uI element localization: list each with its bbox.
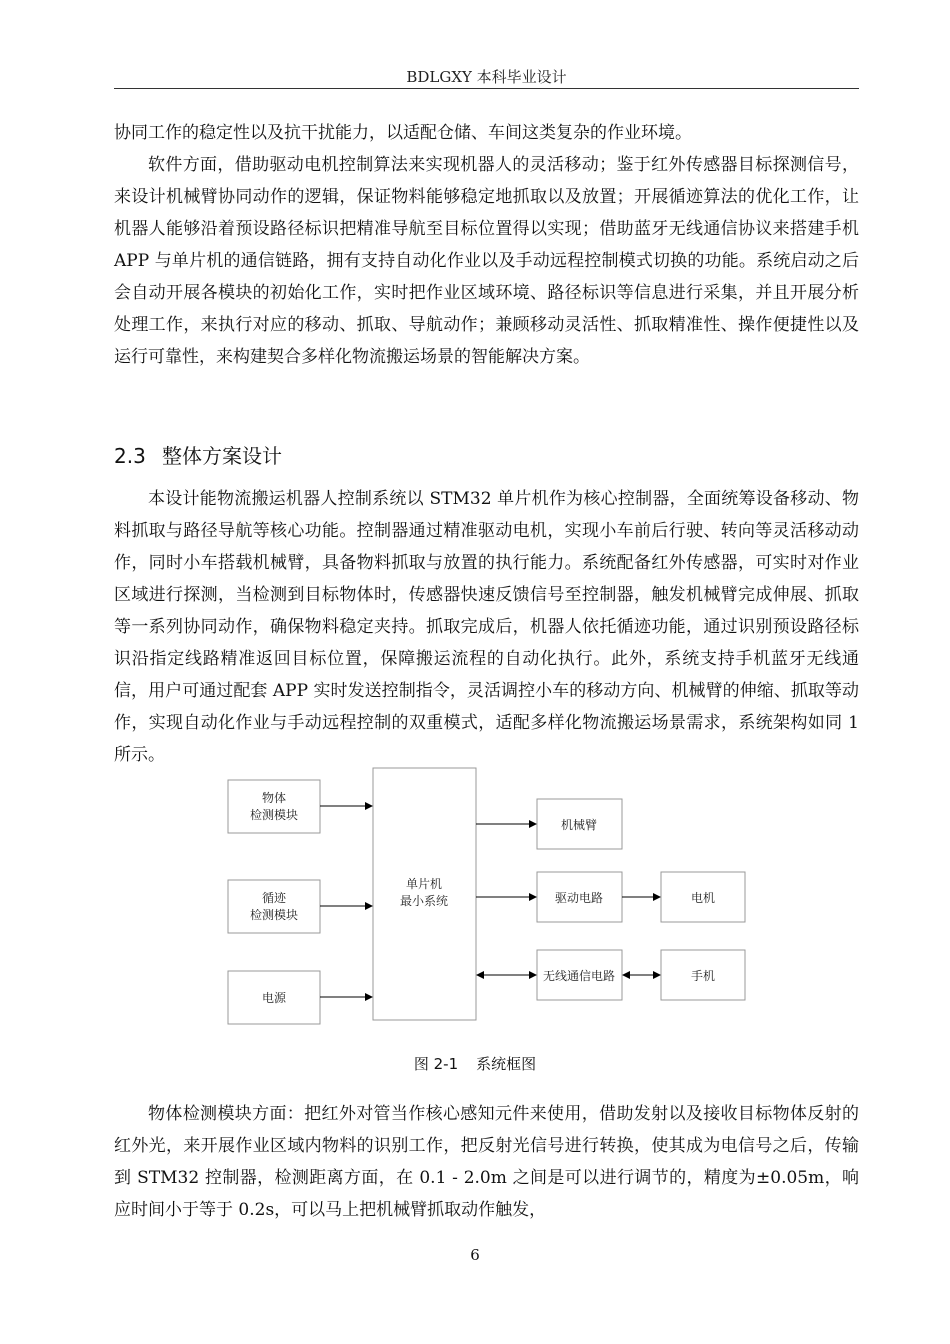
paragraph-object-detection: 物体检测模块方面：把红外对管当作核心感知元件来使用，借助发射以及接收目标物体反射的红外光，来开展作业区域内物料的识别工作，把反射光信号进行转换，使其成为电信号之后，传输到 STM32 控制器，检测距离方面，在 0.1 - 2.0m 之间是可以进行调节的，精度为±0.05m，响应时间小于等于 0.2s，可以马上把机械臂抓取动作触发， xyxy=(114,1104,859,1220)
paragraph-overall-design: 本设计能物流搬运机器人控制系统以 STM32 单片机作为核心控制器，全面统筹设备移动、物料抓取与路径导航等核心功能。控制器通过精准驱动电机，实现小车前后行驶、转向等灵活移动动作，同时小车搭载机械臂，具备物料抓取与放置的执行能力。系统配备红外传感器，可实时对作业区域进行探测，当检测到目标物体时，传感器快速反馈信号至控制器，触发机械臂完成伸展、抓取等一系列协同动作，确保物料稳定夹持。抓取完成后，机器人依托循迹功能，通过识别预设路径标识沿指定线路精准返回目标位置，保障搬运流程的自动化执行。此外，系统支持手机蓝牙无线通信，用户可通过配套 APP 实时发送控制指令，灵活调控小车的移动方向、机械臂的伸缩、抓取等动作，实现自动化作业与手动远程控制的双重模式，适配多样化物流搬运场景需求，系统架构如同 1 所示。 xyxy=(114,489,859,765)
svg-text:最小系统: 最小系统 xyxy=(399,894,449,908)
svg-text:驱动电路: 驱动电路 xyxy=(554,891,604,905)
page-header: BDLGXY 本科毕业设计 xyxy=(406,68,567,86)
figure-number: 图 2-1 xyxy=(413,1055,459,1073)
svg-text:循迹: 循迹 xyxy=(261,891,287,905)
paragraph-continuation: 协同工作的稳定性以及抗干扰能力，以适配仓储、车间这类复杂的作业环境。 xyxy=(114,123,692,143)
block-arm xyxy=(537,799,622,849)
block-line-detect xyxy=(228,880,320,933)
block-phone xyxy=(661,950,745,1000)
page-number: 6 xyxy=(470,1246,480,1264)
figure-title: 系统框图 xyxy=(476,1055,537,1073)
svg-text:电源: 电源 xyxy=(261,991,287,1005)
section-number: 2.3 xyxy=(114,444,146,468)
paragraph-software: 软件方面，借助驱动电机控制算法来实现机器人的灵活移动；鉴于红外传感器目标探测信号，来设计机械臂协同动作的逻辑，保证物料能够稳定地抓取以及放置；开展循迹算法的优化工作，让机器人能够沿着预设路径标识把精准导航至目标位置得以实现；借助蓝牙无线通信协议来搭建手机 APP 与单片机的通信链路，拥有支持自动化作业以及手动远程控制模式切换的功能。系统启动之后会自动开展各模块的初始化工作，实时把作业区域环境、路径标识等信息进行采集，并且开展分析处理工作，来执行对应的移动、抓取、导航动作；兼顾移动灵活性、抓取精准性、操作便捷性以及运行可靠性，来构建契合多样化物流搬运场景的智能解决方案。 xyxy=(114,155,859,367)
svg-text:物体: 物体 xyxy=(261,791,287,805)
svg-text:检测模块: 检测模块 xyxy=(249,808,299,822)
block-object-detect xyxy=(228,780,320,833)
svg-text:电机: 电机 xyxy=(690,891,716,905)
svg-text:检测模块: 检测模块 xyxy=(249,908,299,922)
block-driver xyxy=(537,872,622,922)
svg-text:单片机: 单片机 xyxy=(405,877,443,891)
svg-text:手机: 手机 xyxy=(690,969,716,983)
svg-text:机械臂: 机械臂 xyxy=(560,818,598,832)
block-mcu xyxy=(373,768,476,1020)
section-title: 整体方案设计 xyxy=(162,444,282,468)
block-wireless xyxy=(537,950,622,1000)
block-motor xyxy=(661,872,745,922)
svg-text:无线通信电路: 无线通信电路 xyxy=(542,969,616,983)
block-power xyxy=(228,971,320,1024)
figure-caption xyxy=(0,1053,950,1074)
